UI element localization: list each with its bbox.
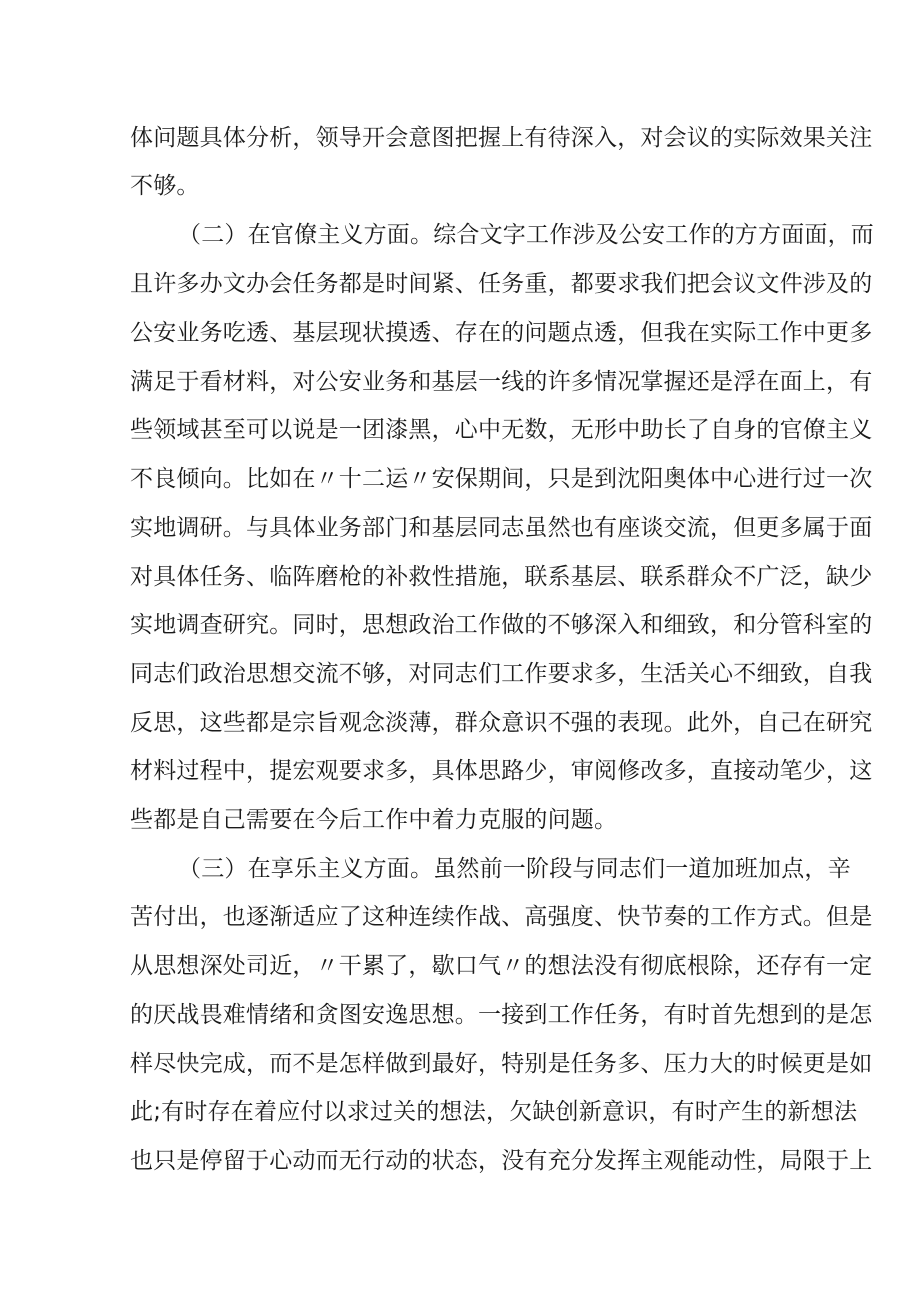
text-line: 公安业务吃透、基层现状摸透、存在的问题点透，但我在实际工作中更多 (130, 320, 873, 346)
text-line: 些领域甚至可以说是一团漆黑，心中无数，无形中助长了自身的官僚主义 (130, 417, 873, 443)
text-line: 不良倾向。比如在〃十二运〃安保期间，只是到沈阳奥体中心进行过一次 (130, 466, 873, 492)
text-line: 材料过程中，提宏观要求多，具体思路少，审阅修改多，直接动笔少，这 (130, 758, 873, 784)
text-line: 的厌战畏难情绪和贪图安逸思想。一接到工作任务，有时首先想到的是怎 (130, 1002, 873, 1028)
text-line: 实地调研。与具体业务部门和基层同志虽然也有座谈交流，但更多属于面 (130, 515, 873, 541)
text-line: 满足于看材料，对公安业务和基层一线的许多情况掌握还是浮在面上，有 (130, 369, 873, 395)
text-line: 实地调查研究。同时，思想政治工作做的不够深入和细致，和分管科室的 (130, 612, 873, 638)
text-line: 此;有时存在着应付以求过关的想法，欠缺创新意识，有时产生的新想法 (130, 1099, 858, 1125)
text-line: 些都是自己需要在今后工作中着力克服的问题。 (130, 807, 618, 833)
section-heading-line: （三）在享乐主义方面。虽然前一阶段与同志们一道加班加点，辛 (178, 856, 851, 882)
text-line: 对具体任务、临阵磨枪的补救性措施，联系基层、联系群众不广泛，缺少 (130, 564, 873, 590)
text-line: 且许多办文办会任务都是时间紧、任务重，都要求我们把会议文件涉及的 (130, 271, 873, 297)
text-line: 苦付出，也逐渐适应了这种连续作战、高强度、快节奏的工作方式。但是 (130, 904, 873, 930)
text-line: 样尽快完成，而不是怎样做到最好，特别是任务多、压力大的时候更是如 (130, 1051, 873, 1077)
text-line: 体问题具体分析，领导开会意图把握上有待深入，对会议的实际效果关注 (130, 125, 873, 151)
section-heading-line: （二）在官僚主义方面。综合文字工作涉及公安工作的方方面面，而 (178, 222, 874, 248)
text-line: 不够。 (130, 173, 200, 199)
text-line: 也只是停留于心动而无行动的状态，没有充分发挥主观能动性，局限于上 (130, 1148, 873, 1174)
text-line: 同志们政治思想交流不够，对同志们工作要求多，生活关心不细致，自我 (130, 661, 873, 687)
text-line: 反思，这些都是宗旨观念淡薄，群众意识不强的表现。此外，自己在研究 (130, 710, 873, 736)
text-line: 从思想深处司近，〃干累了，歇口气〃的想法没有彻底根除，还存有一定 (130, 953, 873, 979)
